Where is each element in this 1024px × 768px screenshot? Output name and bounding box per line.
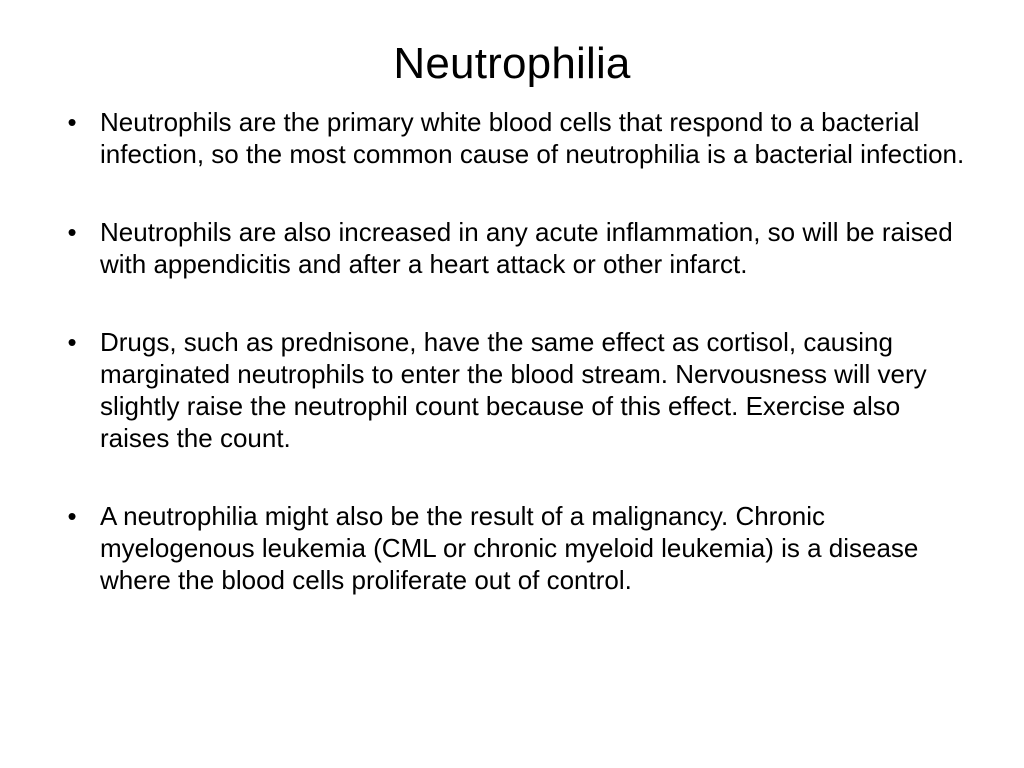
bullet-marker: • (67, 107, 77, 137)
bullet-text: Neutrophils are also increased in any acute inflammation, so will be raised with appendicitis and after a heart attack or other infarct. (100, 217, 953, 279)
bullet-list (54, 106, 974, 596)
bullet-item (54, 500, 974, 596)
slide-title: Neutrophilia (393, 39, 631, 88)
bullet-marker: • (67, 327, 77, 357)
bullet-marker: • (67, 217, 77, 247)
bullet-item (54, 216, 974, 280)
bullet-text: Neutrophils are the primary white blood cells that respond to a bacterial infection, so the most common cause of neutrophilia is a bacterial infection. (100, 107, 965, 169)
bullet-item (54, 106, 974, 170)
bullet-text: A neutrophilia might also be the result of a malignancy. Chronic myelogenous leukemia (CML or chronic myeloid leukemia) is a disease where the blood cells proliferate out of control. (100, 501, 919, 595)
bullet-item (54, 326, 974, 454)
bullet-marker: • (67, 501, 77, 531)
bullet-text: Drugs, such as prednisone, have the same effect as cortisol, causing marginated neutrophils to enter the blood stream. Nervousness will very slightly raise the neutrophil count because of this effect. Exercise also raises the count. (100, 327, 927, 453)
